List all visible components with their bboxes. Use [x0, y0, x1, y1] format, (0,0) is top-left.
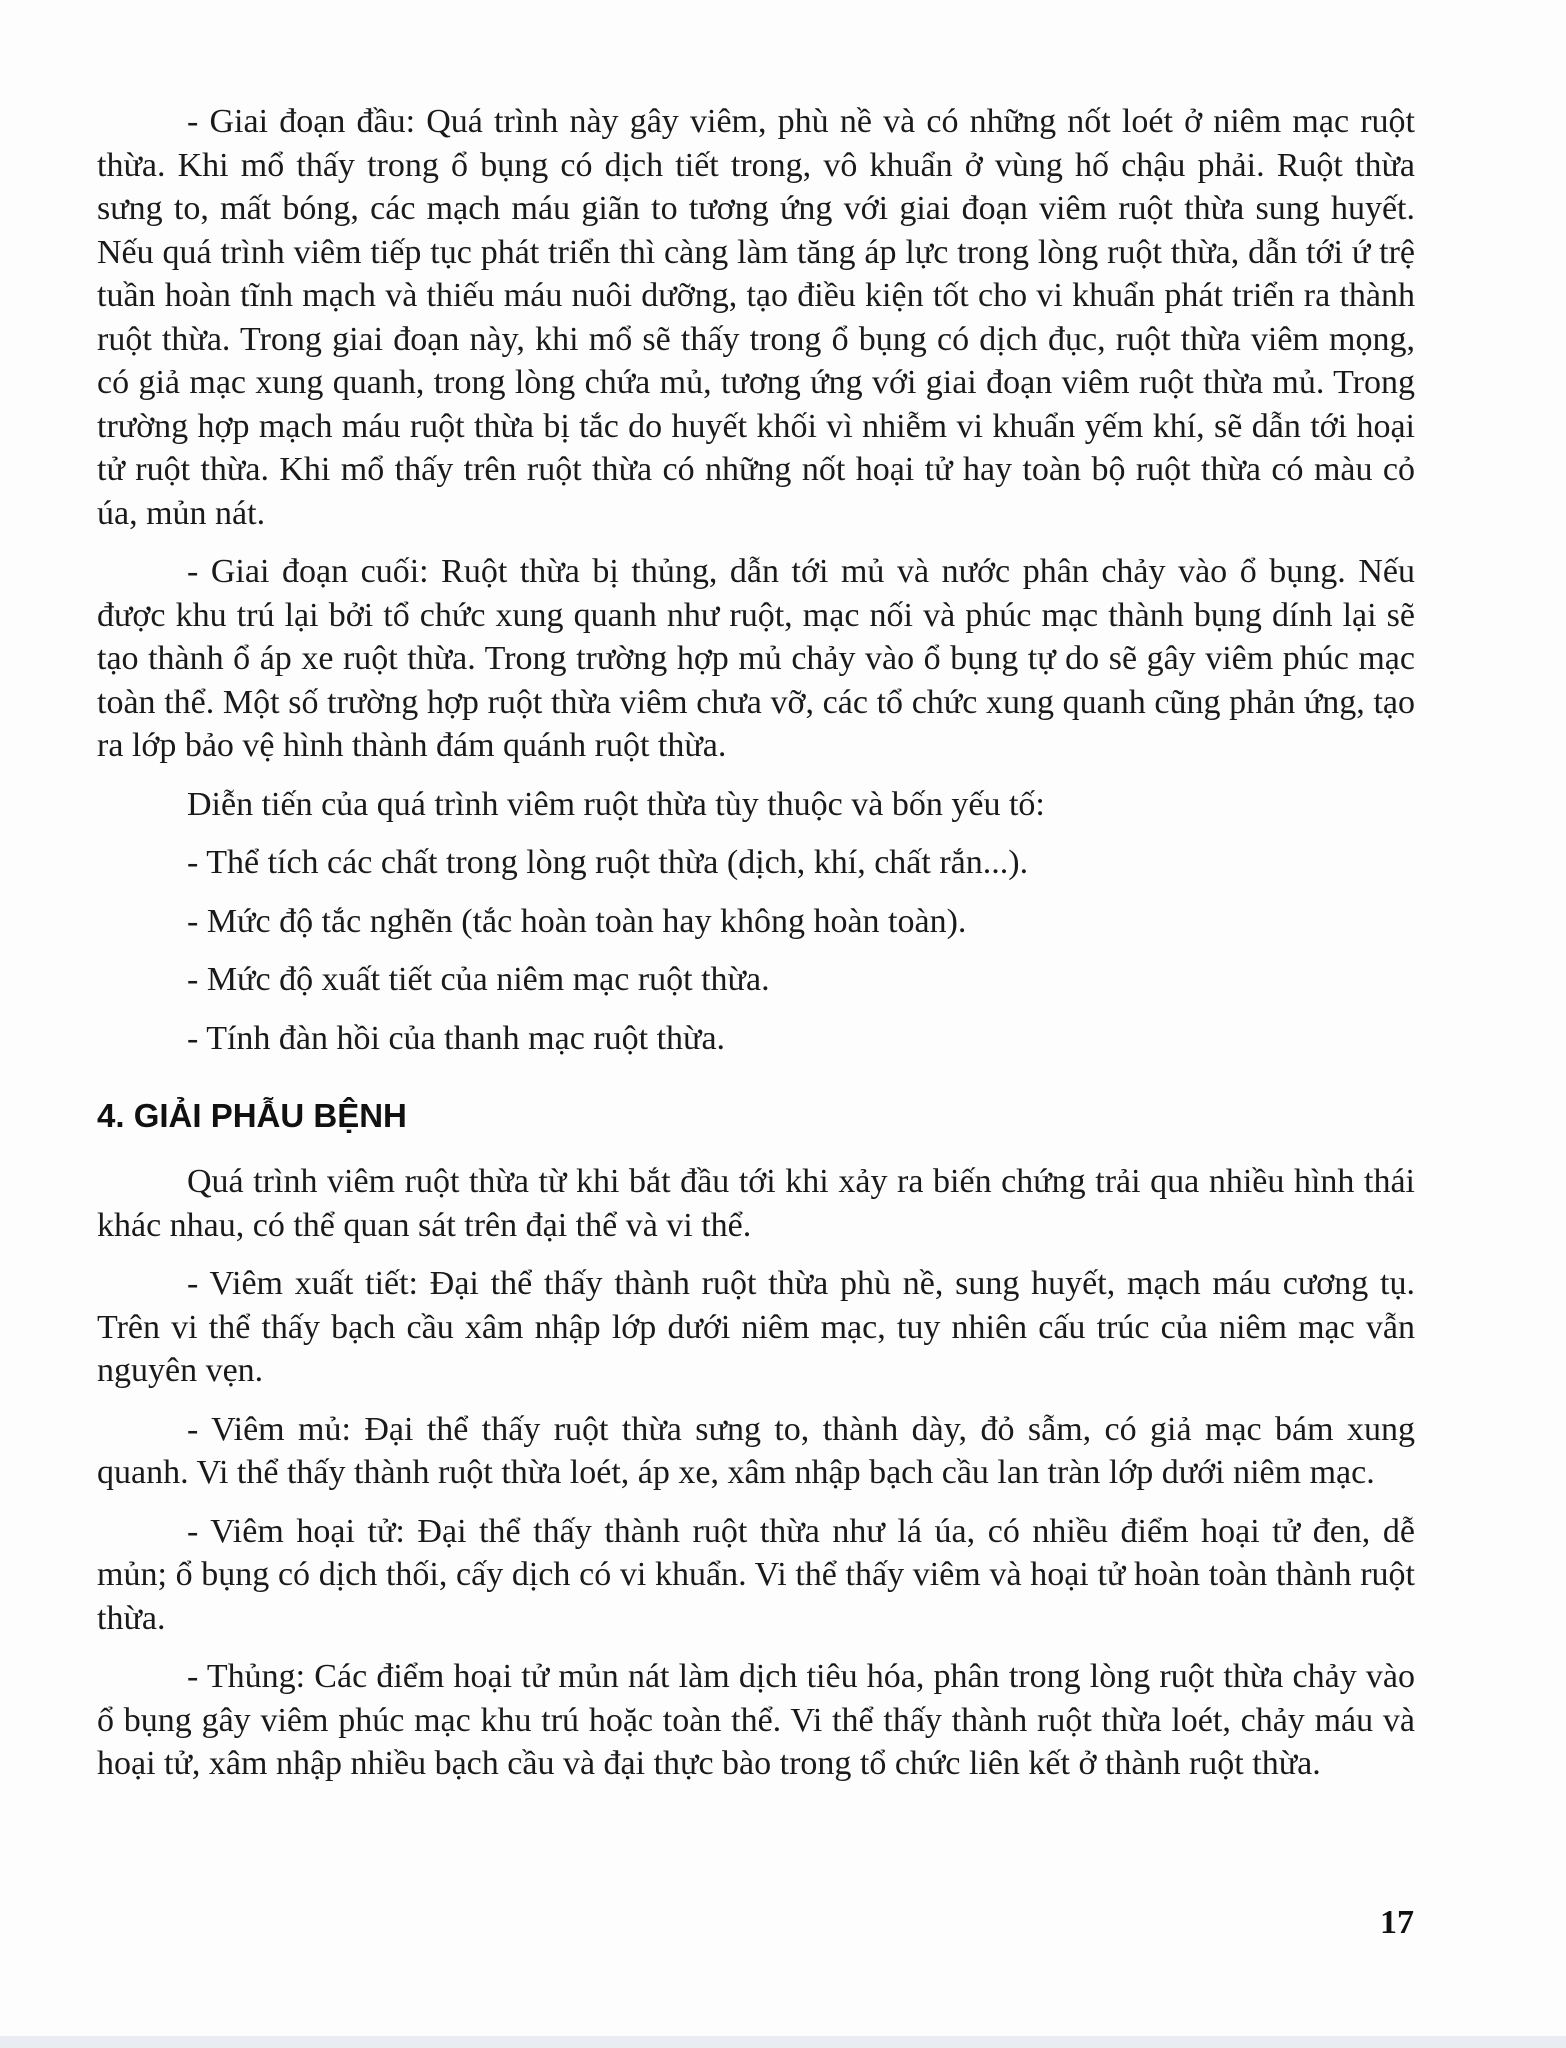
page-bottom-edge [0, 2036, 1566, 2048]
list-item: - Tính đàn hồi của thanh mạc ruột thừa. [187, 1019, 726, 1057]
paragraph-perforation: - Thủng: Các điểm hoại tử mủn nát làm dịch tiêu hóa, phân trong lòng ruột thừa chảy vào ổ bụng gây viêm phúc mạc khu trú hoặc toàn thể. Vi thể thấy thành ruột thừa loét, chảy máu và hoại tử, xâm nhập nhiều bạch cầu và đại thực bào trong tổ chức liên kết ở thành ruột thừa. [97, 1658, 1415, 1782]
paragraph-exudative: - Viêm xuất tiết: Đại thể thấy thành ruột thừa phù nề, sung huyết, mạch máu cương tụ. Trên vi thể thấy bạch cầu xâm nhập lớp dưới niêm mạc, tuy nhiên cấu trúc của niêm mạc vẫn nguyên vẹn. [97, 1265, 1415, 1389]
page-number: 17 [1380, 1904, 1414, 1941]
section-heading: 4. GIẢI PHẪU BỆNH [97, 1097, 407, 1134]
paragraph-late-stage: - Giai đoạn cuối: Ruột thừa bị thủng, dẫn tới mủ và nước phân chảy vào ổ bụng. Nếu được khu trú lại bởi tổ chức xung quanh như ruột, mạc nối và phúc mạc thành bụng dính lại sẽ tạo thành ổ áp xe ruột thừa. Trong trường hợp mủ chảy vào ổ bụng tự do sẽ gây viêm phúc mạc toàn thể. Một số trường hợp ruột thừa viêm chưa vỡ, các tổ chức xung quanh cũng phản ứng, tạo ra lớp bảo vệ hình thành đám quánh ruột thừa. [97, 553, 1415, 764]
list-item: - Thể tích các chất trong lòng ruột thừa (dịch, khí, chất rắn...). [187, 844, 1029, 881]
list-item: - Mức độ xuất tiết của niêm mạc ruột thừa. [187, 961, 770, 998]
paragraph-suppurative: - Viêm mủ: Đại thể thấy ruột thừa sưng to, thành dày, đỏ sẫm, có giả mạc bám xung quanh. Vi thể thấy thành ruột thừa loét, áp xe, xâm nhập bạch cầu lan tràn lớp dưới niêm mạc. [97, 1410, 1415, 1491]
page-content [97, 100, 1415, 1801]
paragraph-necrotic: - Viêm hoại tử: Đại thể thấy thành ruột thừa như lá úa, có nhiều điểm hoại tử đen, dễ mủn; ổ bụng có dịch thối, cấy dịch có vi khuẩn. Vi thể thấy viêm và hoại tử hoàn toàn thành ruột thừa. [97, 1512, 1415, 1637]
list-item: - Mức độ tắc nghẽn (tắc hoàn toàn hay không hoàn toàn). [187, 902, 967, 940]
paragraph-pathology-intro: Quá trình viêm ruột thừa từ khi bắt đầu tới khi xảy ra biến chứng trải qua nhiều hình thái khác nhau, có thể quan sát trên đại thể và vi thể. [97, 1163, 1415, 1244]
paragraph-early-stage: - Giai đoạn đầu: Quá trình này gây viêm, phù nề và có những nốt loét ở niêm mạc ruột thừa. Khi mổ thấy trong ổ bụng có dịch tiết trong, vô khuẩn ở vùng hố chậu phải. Ruột thừa sưng to, mất bóng, các mạch máu giãn to tương ứng với giai đoạn viêm ruột thừa sung huyết. Nếu quá trình viêm tiếp tục phát triển thì càng làm tăng áp lực trong lòng ruột thừa, dẫn tới ứ trệ tuần hoàn tĩnh mạch và thiếu máu nuôi dưỡng, tạo điều kiện tốt cho vi khuẩn phát triển ra thành ruột thừa. Trong giai đoạn này, khi mổ sẽ thấy trong ổ bụng có dịch đục, ruột thừa viêm mọng, có giả mạc xung quanh, trong lòng chứa mủ, tương ứng với giai đoạn viêm ruột thừa mủ. Trong trường hợp mạch máu ruột thừa bị tắc do huyết khối vì nhiễm vi khuẩn yếm khí, sẽ dẫn tới hoại tử ruột thừa. Khi mổ thấy trên ruột thừa có những nốt hoại tử hay toàn bộ ruột thừa có màu cỏ úa, mủn nát. [97, 103, 1415, 532]
paragraph-factors-intro: Diễn tiến của quá trình viêm ruột thừa tùy thuộc và bốn yếu tố: [187, 785, 1045, 823]
factors-list [97, 841, 1415, 1060]
